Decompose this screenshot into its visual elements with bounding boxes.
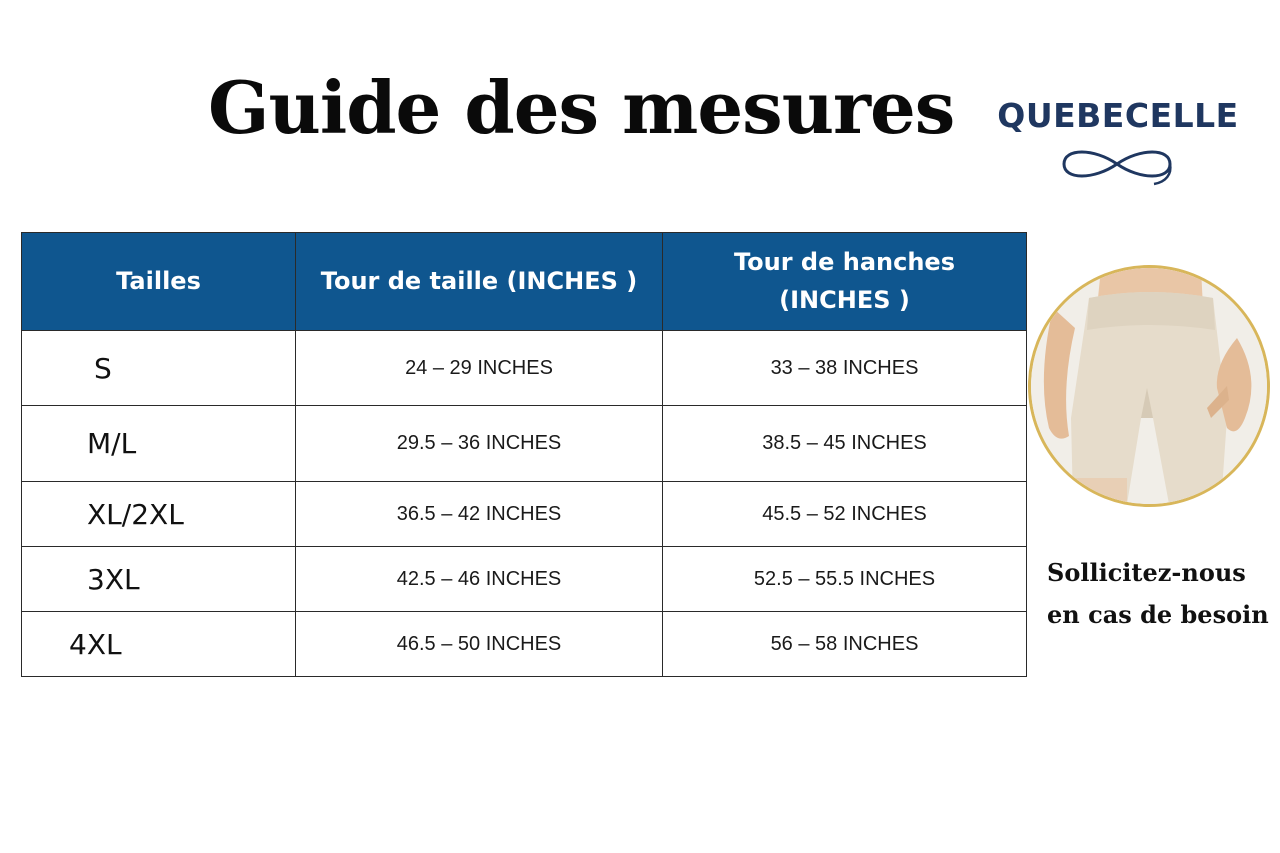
brand-logo (990, 96, 1246, 188)
hips-cell: 56 – 58 INCHES (663, 612, 1027, 677)
size-cell: 3XL (22, 547, 296, 612)
waist-cell: 24 – 29 INCHES (296, 331, 663, 406)
waist-cell: 36.5 – 42 INCHES (296, 482, 663, 547)
brand-name: QUEBECELLE (997, 96, 1239, 135)
page-title: Guide des mesures (208, 65, 955, 150)
size-cell: XL/2XL (22, 482, 296, 547)
size-cell: S (22, 331, 296, 406)
header-hips: Tour de hanches (INCHES ) (663, 233, 1027, 331)
help-message (1047, 552, 1272, 636)
header-sizes: Tailles (22, 233, 296, 331)
table-row (22, 482, 1027, 547)
table-row (22, 612, 1027, 677)
waist-cell: 29.5 – 36 INCHES (296, 406, 663, 482)
waist-cell: 46.5 – 50 INCHES (296, 612, 663, 677)
size-table (21, 232, 1027, 677)
help-message-line-2: en cas de besoin (1047, 600, 1269, 629)
product-photo (1028, 265, 1270, 507)
table-row (22, 331, 1027, 406)
table-row (22, 406, 1027, 482)
help-message-line-1: Sollicitez-nous (1047, 558, 1246, 587)
hips-cell: 33 – 38 INCHES (663, 331, 1027, 406)
waist-cell: 42.5 – 46 INCHES (296, 547, 663, 612)
table-row (22, 547, 1027, 612)
header-waist: Tour de taille (INCHES ) (296, 233, 663, 331)
hips-cell: 45.5 – 52 INCHES (663, 482, 1027, 547)
infinity-icon (1056, 140, 1178, 188)
hips-cell: 38.5 – 45 INCHES (663, 406, 1027, 482)
shaper-shorts-illustration (1031, 268, 1267, 504)
size-cell: 4XL (22, 612, 296, 677)
size-cell: M/L (22, 406, 296, 482)
table-header-row (22, 233, 1027, 331)
hips-cell: 52.5 – 55.5 INCHES (663, 547, 1027, 612)
